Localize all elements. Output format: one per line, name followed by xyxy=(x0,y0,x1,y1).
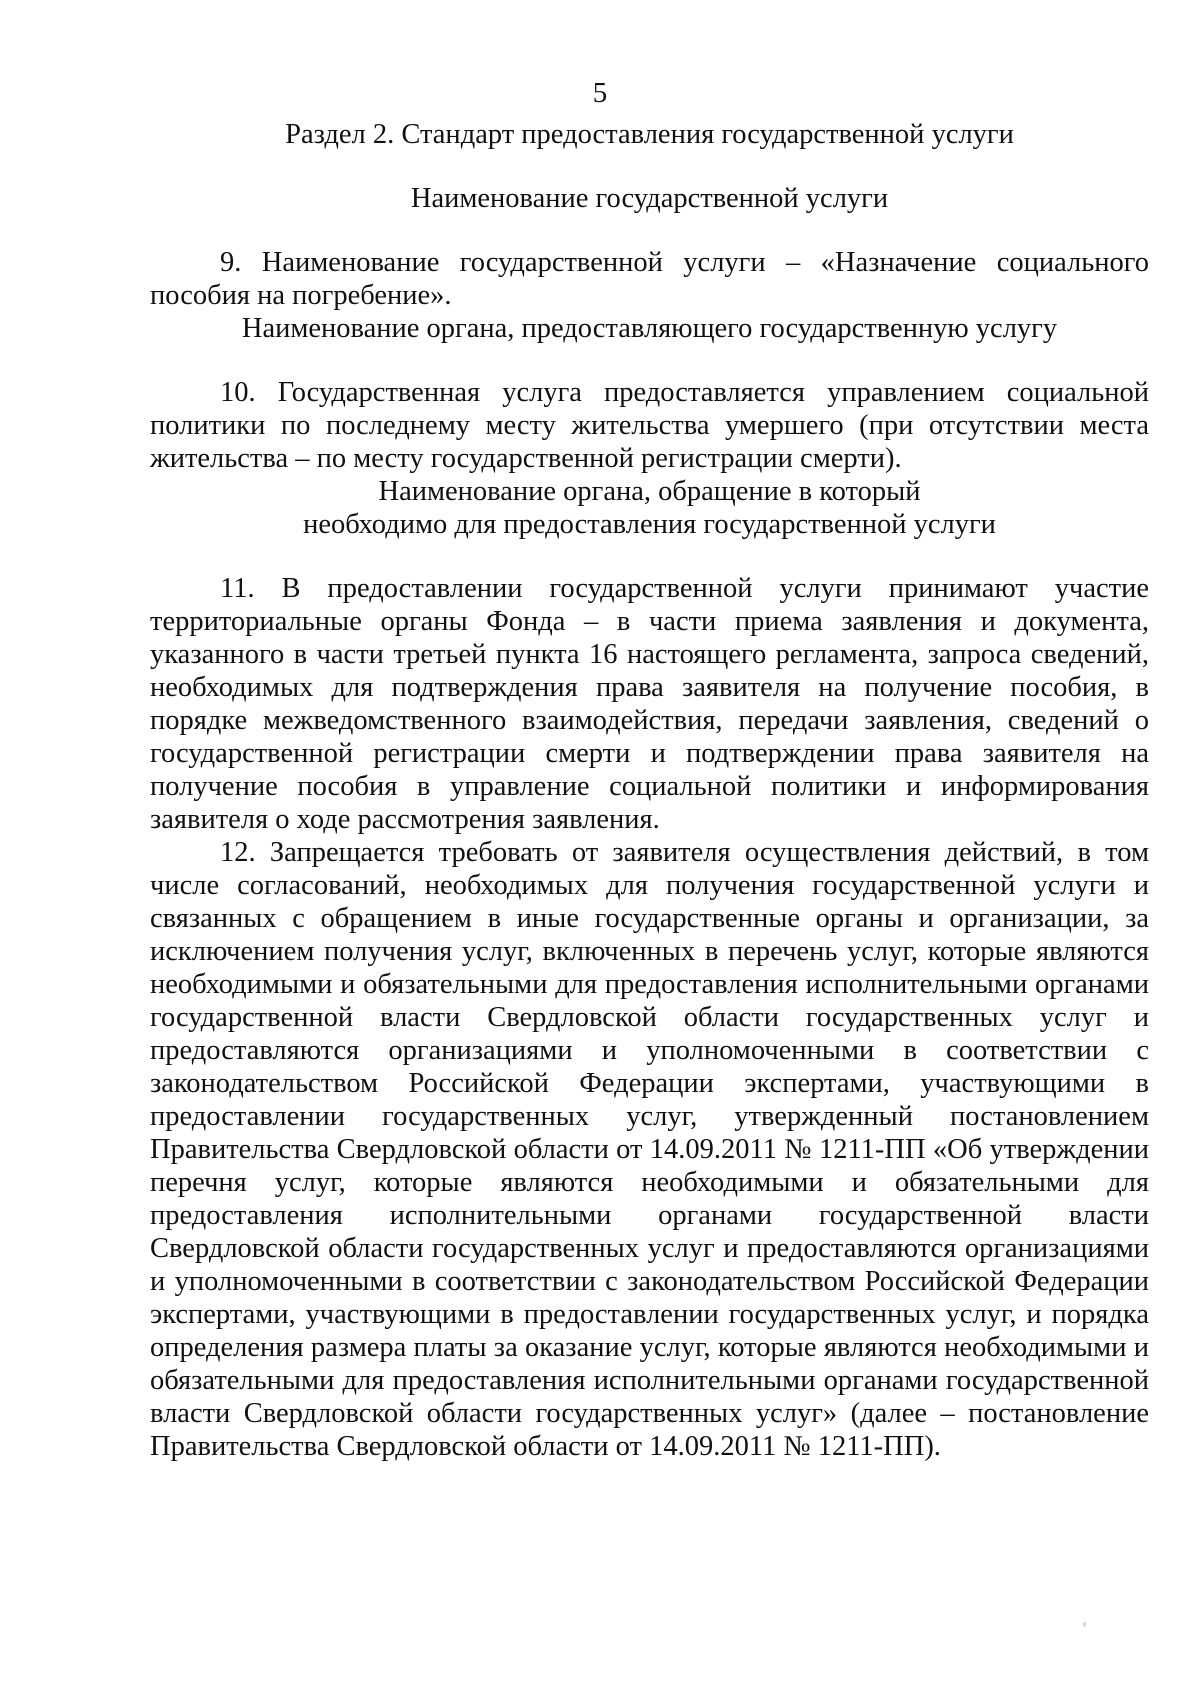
scan-smudge xyxy=(1083,1622,1086,1627)
paragraph-10: 10. Государственная услуга предоставляется управлением социальной политики по последнему месту жительства умершего (при отсутствии места жительства – по месту государственной регистрации смерти). xyxy=(150,377,1149,474)
heading-service-name: Наименование государственной услуги xyxy=(410,183,889,214)
document-body xyxy=(150,118,1149,1463)
heading-appeal-authority-line-2: необходимо для предоставления государственной услуги xyxy=(303,509,996,540)
page-number: 5 xyxy=(592,77,608,109)
paragraph-11: 11. В предоставлении государственной услуги принимают участие территориальные органы Фонда – в части приема заявления и документа, указанного в части третьей пункта 16 настоящего регламента, запроса сведений, необходимых для подтверждения права заявителя на получение пособия, в порядке межведомственного взаимодействия, передачи заявления, сведений о государственной регистрации смерти и подтверждении права заявителя на получение пособия в управление социальной политики и информирования заявителя о ходе рассмотрения заявления. xyxy=(150,573,1149,835)
heading-appeal-authority-line-1: Наименование органа, обращение в который xyxy=(378,476,921,507)
heading-authority-name: Наименование органа, предоставляющего государственную услугу xyxy=(241,313,1058,344)
paragraph-9: 9. Наименование государственной услуги – «Назначение социального пособия на погребение». xyxy=(150,247,1149,311)
section-title: Раздел 2. Стандарт предоставления государственной услуги xyxy=(285,119,1014,150)
paragraph-12: 12. Запрещается требовать от заявителя осуществления действий, в том числе согласований, необходимых для получения государственной услуги и связанных с обращением в иные государственные органы и организации, за исключением получения услуг, включенных в перечень услуг, которые являются необходимыми и обязательными для предоставления исполнительными органами государственной власти Свердловской области государственных услуг и предоставляются организациями и уполномоченными в соответствии с законодательством Российской Федерации экспертами, участвующими в предоставлении государственных услуг, утвержденный постановлением Правительства Свердловской области от 14.09.2011 № 1211-ПП «Об утверждении перечня услуг, которые являются необходимыми и обязательными для предоставления исполнительными органами государственной власти Свердловской области государственных услуг и предоставляются организациями и уполномоченными в соответствии с законодательством Российской Федерации экспертами, участвующими в предоставлении государственных услуг, и порядка определения размера платы за оказание услуг, которые являются необходимыми и обязательными для предоставления исполнительными органами государственной власти Свердловской области государственных услуг» (далее – постановление Правительства Свердловской области от 14.09.2011 № 1211-ПП). xyxy=(150,837,1149,1462)
heading-appeal-authority xyxy=(150,475,1149,541)
